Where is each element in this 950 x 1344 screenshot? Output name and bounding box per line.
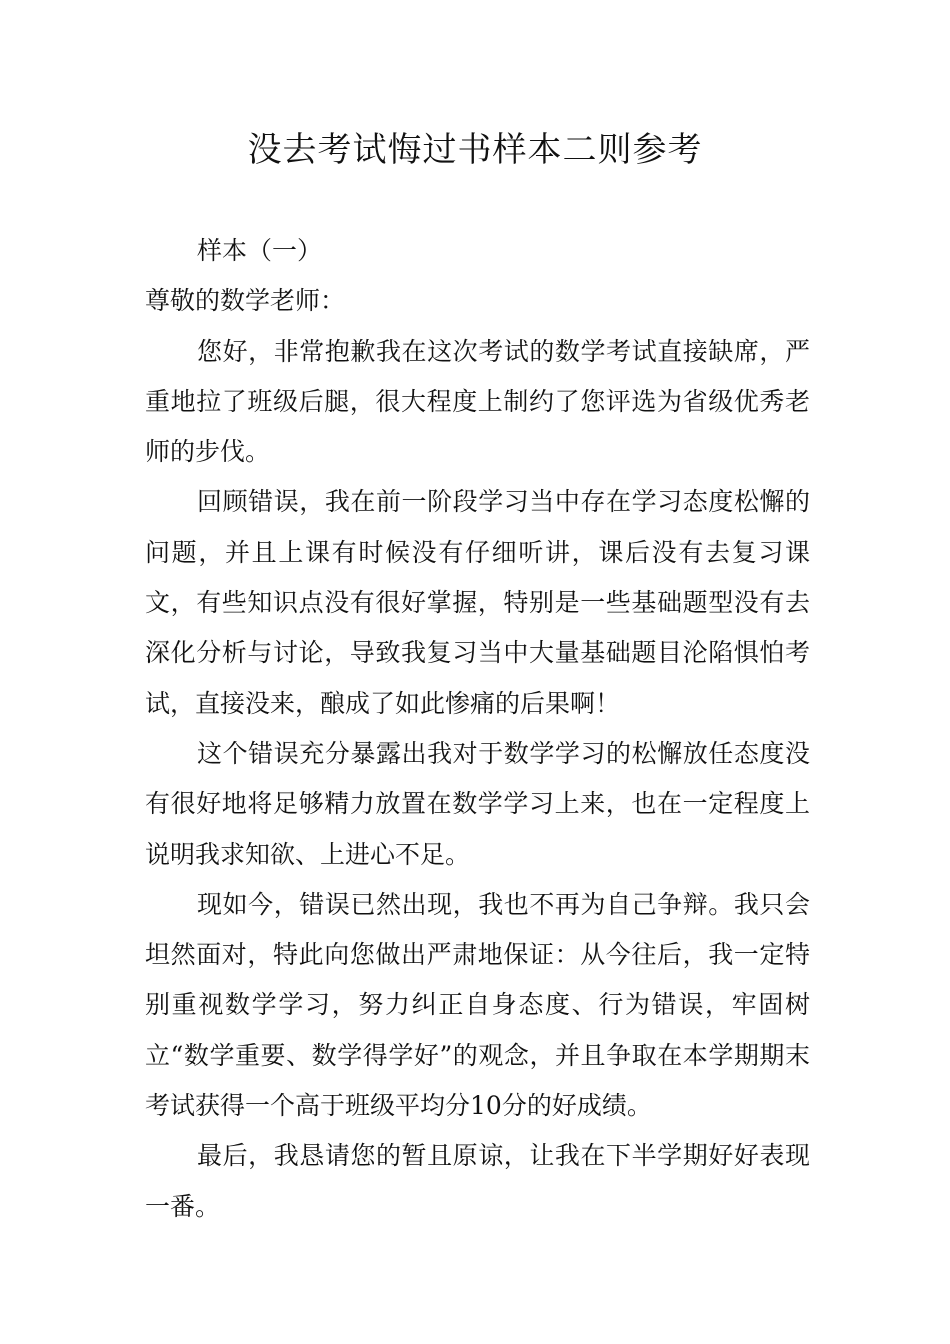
document-body — [145, 226, 810, 1232]
paragraph-3: 这个错误充分暴露出我对于数学学习的松懈放任态度没有很好地将足够精力放置在数学学习上来，也在一定程度上说明我求知欲、上进心不足。 — [145, 738, 810, 869]
paragraph-5: 最后，我恳请您的暂且原谅，让我在下半学期好好表现一番。 — [145, 1141, 810, 1221]
paragraph-2: 回顾错误，我在前一阶段学习当中存在学习态度松懈的问题，并且上课有时候没有仔细听讲，课后没有去复习课文，有些知识点没有很好掌握，特别是一些基础题型没有去深化分析与讨论，导致我复习当中大量基础题目沦陷惧怕考试，直接没来，酿成了如此惨痛的后果啊！ — [145, 487, 810, 718]
sample-label: 样本（一） — [197, 236, 323, 265]
salutation: 尊敬的数学老师： — [145, 286, 346, 316]
document-title: 没去考试悔过书样本二则参考 — [247, 130, 703, 170]
paragraph-1: 您好，非常抱歉我在这次考试的数学考试直接缺席，严重地拉了班级后腿，很大程度上制约了您评选为省级优秀老师的步伐。 — [145, 336, 810, 467]
paragraph-4: 现如今，错误已然出现，我也不再为自己争辩。我只会坦然面对，特此向您做出严肃地保证：从今往后，我一定特别重视数学学习，努力纠正自身态度、行为错误，牢固树立“数学重要、数学得学好”的观念，并且争取在本学期期末考试获得一个高于班级平均分10分的好成绩。 — [145, 889, 810, 1121]
